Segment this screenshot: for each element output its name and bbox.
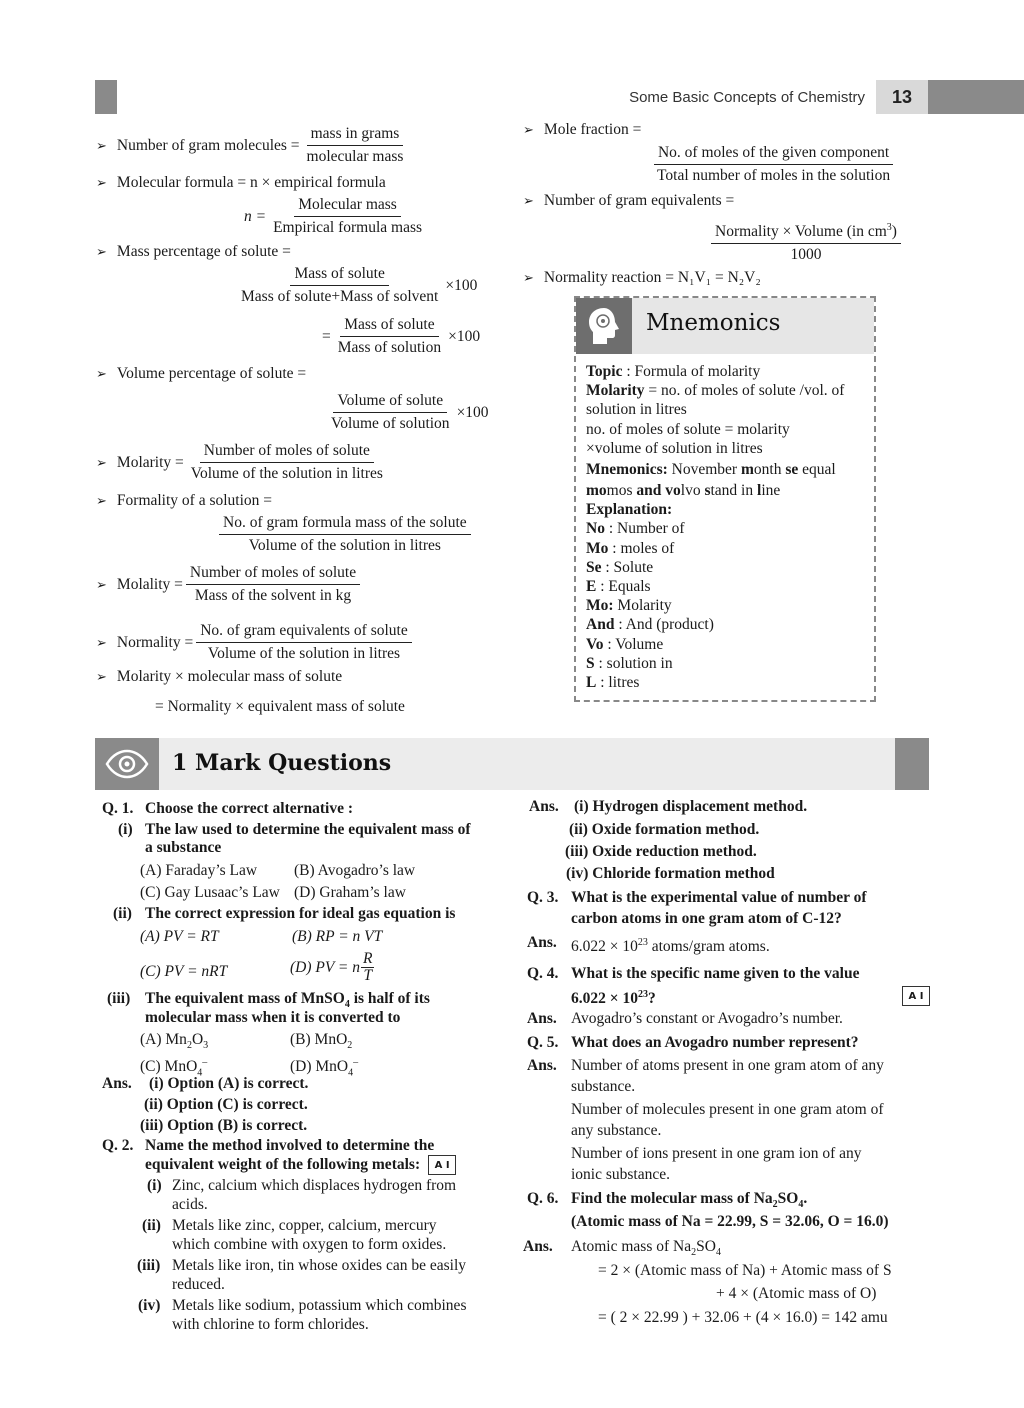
formula-formality: ➢ Formality of a solution =	[96, 492, 273, 509]
arrow-bullet-icon: ➢	[523, 193, 534, 208]
mnemonics-title: Mnemonics	[646, 310, 781, 336]
formula-molality: ➢ Molality = $\frac{\text{Number of moles of solute}}{\text{Mass of the solvent in kg}}$	[96, 563, 363, 606]
arrow-bullet-icon: ➢	[96, 576, 107, 592]
formula-normality-reaction: ➢ Normality reaction = N₁V₁ = N₂V₂	[523, 269, 761, 286]
formula-molarity: ➢ Molarity = $\frac{\text{Number of moles of solute}}{\text{Volume of the solution in litres}}$	[96, 442, 383, 482]
formula-volume-percentage: ➢ Volume percentage of solute =	[96, 365, 307, 382]
arrow-bullet-icon: ➢	[523, 270, 534, 285]
formula-n: n = $\frac{\text{Molecular mass}}{\text{Empirical formula mass}}$	[244, 196, 423, 236]
ai-badge-icon: A I	[902, 986, 930, 1006]
ai-badge-icon: A I	[428, 1155, 456, 1175]
arrow-bullet-icon: ➢	[96, 244, 107, 259]
running-title: Some Basic Concepts of Chemistry	[629, 89, 865, 106]
arrow-bullet-icon: ➢	[96, 634, 107, 650]
page-number: 13	[876, 80, 928, 114]
section-title: 1 Mark Questions	[172, 750, 392, 776]
formula-normality: ➢ Normality = $\frac{\text{No. of gram equivalents of solute}}{\text{Volume of the solution in litres}}$	[96, 621, 415, 664]
arrow-bullet-icon: ➢	[96, 366, 107, 381]
fraction: $\frac{\text{mass in grams}}{\text{molecular mass}}$	[306, 125, 404, 165]
formula-molarity-mass: ➢ Molarity × molecular mass of solute	[96, 668, 343, 685]
arrow-bullet-icon: ➢	[96, 493, 107, 508]
formula-gram-equivalents: ➢ Number of gram equivalents =	[523, 192, 735, 209]
arrow-bullet-icon: ➢	[523, 122, 534, 137]
banner-right-bar	[895, 738, 929, 790]
formula-molecular: ➢ Molecular formula = n × empirical formula	[96, 174, 386, 191]
arrow-bullet-icon: ➢	[96, 454, 107, 470]
brain-head-icon	[576, 298, 632, 354]
formula-mole-fraction: ➢ Mole fraction =	[523, 121, 642, 138]
arrow-bullet-icon: ➢	[96, 137, 107, 153]
formula-gram-molecules: ➢ Number of gram molecules = $\frac{\text{mass in grams}}{\text{molecular mass}}$	[96, 124, 410, 167]
formula-mass-percentage: ➢ Mass percentage of solute =	[96, 243, 291, 260]
eye-icon	[95, 738, 159, 790]
header-right-bar	[928, 80, 1024, 114]
header-left-bar	[95, 80, 117, 114]
arrow-bullet-icon: ➢	[96, 669, 107, 684]
q1-text: Choose the correct alternative :	[145, 800, 354, 817]
arrow-bullet-icon: ➢	[96, 175, 107, 190]
q1-number: Q. 1.	[102, 800, 134, 817]
